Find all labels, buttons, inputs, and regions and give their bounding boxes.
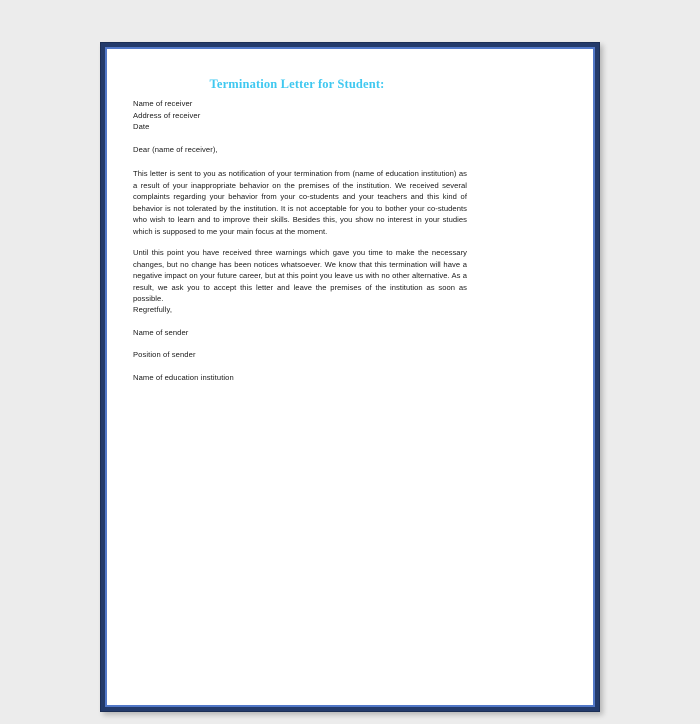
recipient-name-line: Name of receiver (133, 99, 193, 108)
closing-salutation: Regretfully, (133, 305, 173, 314)
date-line: Date (133, 122, 150, 132)
body-paragraph-2: Until this point you have received three warnings which gave you time to make the necessary changes, but no change has been notices whatsoever. We know that this termination will have a negative impact on your future career, but at this point you leave us with no other alternative. As a result, we ask you to accept this letter and leave the premises of the institution as soon as possible. (133, 248, 467, 304)
document-page-sheet (107, 49, 593, 705)
letter-content (127, 49, 467, 705)
page-title: Termination Letter for Student: (209, 77, 385, 91)
body-paragraph-1: This letter is sent to you as notification of your termination from (name of education institution) as a result of your inappropriate behavior on the premises of the institution. We received several complaints regarding your behavior from your co-students and your teachers and this kind of behavior is not tolerated by the institution. It is not acceptable for you to bother your co-students who wish to learn and to improve their skills. Besides this, you show no interest in your studies which is supposed to me your main focus at the moment. (133, 169, 467, 236)
sender-position-line: Position of sender (133, 350, 196, 359)
document-page-border-outer (100, 42, 600, 712)
recipient-address-line: Address of receiver (133, 110, 201, 120)
sender-name-line: Name of sender (133, 327, 189, 337)
salutation-line: Dear (name of receiver), (133, 145, 218, 154)
closing-block (133, 304, 463, 383)
document-page-border-inner (105, 47, 595, 707)
recipient-address-block (133, 98, 463, 133)
institution-name-line: Name of education institution (133, 372, 234, 382)
